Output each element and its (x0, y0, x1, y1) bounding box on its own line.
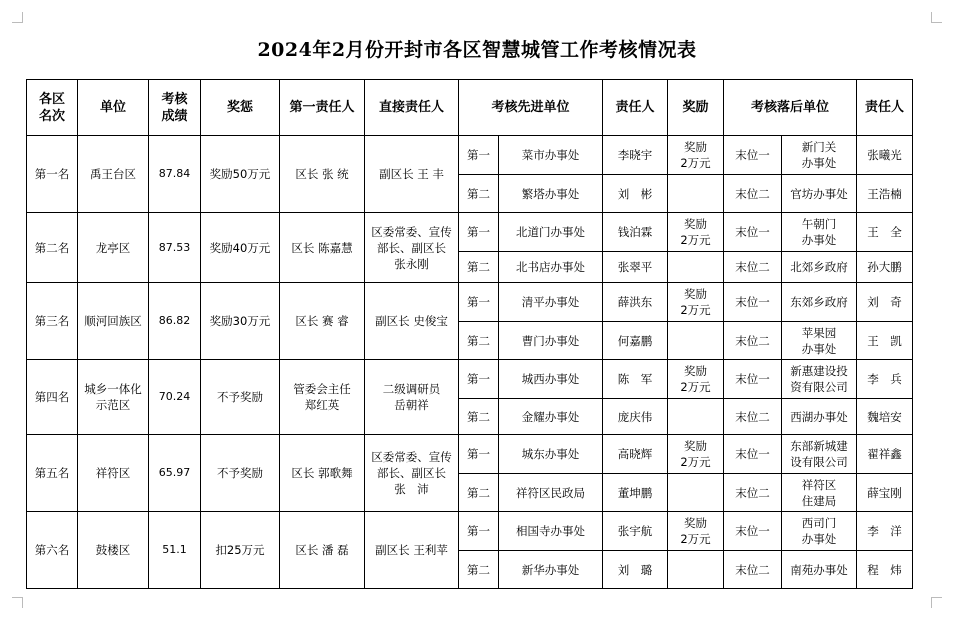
cell-lagging-person: 翟祥鑫 (857, 435, 913, 474)
cell-rank: 第二名 (27, 213, 78, 283)
cell-lagging-unit: 东部新城建 设有限公司 (782, 435, 857, 474)
cell-advanced-person: 张宇航 (603, 512, 668, 551)
cell-lagging-person: 李 兵 (857, 360, 913, 399)
cell-advanced-position: 第二 (459, 551, 499, 589)
page-corner-mark-top-left (12, 12, 23, 23)
cell-lagging-unit: 西湖办事处 (782, 399, 857, 435)
cell-advanced-reward: 奖励 2万元 (668, 360, 724, 399)
cell-lagging-unit: 午朝门 办事处 (782, 213, 857, 252)
cell-advanced-person: 何嘉鹏 (603, 322, 668, 360)
cell-reward: 扣25万元 (201, 512, 280, 589)
cell-advanced-person: 李晓宇 (603, 136, 668, 175)
cell-advanced-unit: 曹门办事处 (499, 322, 603, 360)
cell-advanced-position: 第二 (459, 399, 499, 435)
document-title: 2024年2月份开封市各区智慧城管工作考核情况表 (257, 39, 697, 61)
cell-lagging-position: 末位一 (724, 213, 782, 252)
cell-lagging-person: 孙大鹏 (857, 252, 913, 283)
cell-lagging-position: 末位一 (724, 435, 782, 474)
cell-advanced-reward (668, 551, 724, 589)
cell-direct-responsible: 区委常委、宣传部长、副区长 张 沛 (365, 435, 459, 512)
header-advanced-reward: 奖励 (668, 80, 724, 136)
table-row (27, 136, 913, 175)
cell-advanced-person: 钱泊霖 (603, 213, 668, 252)
cell-first-responsible: 管委会主任 郑红英 (280, 360, 365, 435)
header-row (27, 80, 913, 136)
header-first-responsible: 第一责任人 (280, 80, 365, 136)
cell-rank: 第五名 (27, 435, 78, 512)
cell-unit: 祥符区 (78, 435, 149, 512)
cell-advanced-position: 第一 (459, 136, 499, 175)
cell-lagging-person: 王 凯 (857, 322, 913, 360)
cell-lagging-person: 张曦光 (857, 136, 913, 175)
cell-direct-responsible: 区委常委、宣传部长、副区长 张永刚 (365, 213, 459, 283)
cell-advanced-reward: 奖励 2万元 (668, 435, 724, 474)
cell-advanced-reward: 奖励 2万元 (668, 283, 724, 322)
cell-lagging-unit: 新惠建设投 资有限公司 (782, 360, 857, 399)
cell-advanced-unit: 金耀办事处 (499, 399, 603, 435)
cell-score: 86.82 (149, 283, 201, 360)
cell-lagging-person: 程 炜 (857, 551, 913, 589)
cell-advanced-person: 高晓辉 (603, 435, 668, 474)
cell-lagging-unit: 南苑办事处 (782, 551, 857, 589)
cell-lagging-person: 李 洋 (857, 512, 913, 551)
cell-advanced-unit: 城西办事处 (499, 360, 603, 399)
cell-advanced-reward: 奖励 2万元 (668, 136, 724, 175)
cell-lagging-position: 末位二 (724, 399, 782, 435)
table-row (27, 283, 913, 322)
cell-advanced-person: 刘 彬 (603, 175, 668, 213)
cell-rank: 第六名 (27, 512, 78, 589)
cell-advanced-unit: 新华办事处 (499, 551, 603, 589)
cell-reward: 奖励50万元 (201, 136, 280, 213)
cell-advanced-reward (668, 252, 724, 283)
cell-advanced-position: 第二 (459, 474, 499, 512)
cell-lagging-person: 王 全 (857, 213, 913, 252)
cell-unit: 城乡一体化示范区 (78, 360, 149, 435)
cell-advanced-person: 庞庆伟 (603, 399, 668, 435)
cell-lagging-unit: 官坊办事处 (782, 175, 857, 213)
cell-advanced-unit: 城东办事处 (499, 435, 603, 474)
cell-advanced-reward (668, 175, 724, 213)
cell-advanced-unit: 菜市办事处 (499, 136, 603, 175)
cell-direct-responsible: 副区长 王利苹 (365, 512, 459, 589)
header-reward: 奖惩 (201, 80, 280, 136)
cell-score: 51.1 (149, 512, 201, 589)
cell-lagging-position: 末位二 (724, 322, 782, 360)
cell-advanced-person: 刘 璐 (603, 551, 668, 589)
cell-score: 87.53 (149, 213, 201, 283)
cell-advanced-reward (668, 399, 724, 435)
cell-lagging-position: 末位一 (724, 360, 782, 399)
cell-advanced-reward: 奖励 2万元 (668, 213, 724, 252)
cell-advanced-unit: 祥符区民政局 (499, 474, 603, 512)
table-row (27, 213, 913, 252)
cell-lagging-unit: 祥符区 住建局 (782, 474, 857, 512)
cell-unit: 鼓楼区 (78, 512, 149, 589)
cell-lagging-unit: 北郊乡政府 (782, 252, 857, 283)
cell-advanced-reward (668, 322, 724, 360)
table-row (27, 360, 913, 399)
header-unit: 单位 (78, 80, 149, 136)
cell-advanced-position: 第二 (459, 322, 499, 360)
cell-lagging-position: 末位一 (724, 283, 782, 322)
cell-lagging-unit: 东郊乡政府 (782, 283, 857, 322)
cell-lagging-position: 末位二 (724, 175, 782, 213)
cell-lagging-person: 王浩楠 (857, 175, 913, 213)
cell-advanced-reward: 奖励 2万元 (668, 512, 724, 551)
header-direct-responsible: 直接责任人 (365, 80, 459, 136)
table-row (27, 435, 913, 474)
cell-first-responsible: 区长 张 统 (280, 136, 365, 213)
cell-direct-responsible: 二级调研员 岳朝祥 (365, 360, 459, 435)
cell-lagging-unit: 西司门 办事处 (782, 512, 857, 551)
cell-lagging-person: 刘 奇 (857, 283, 913, 322)
cell-first-responsible: 区长 郭歌舞 (280, 435, 365, 512)
header-lagging-unit: 考核落后单位 (724, 80, 857, 136)
cell-lagging-unit: 苹果园 办事处 (782, 322, 857, 360)
cell-advanced-unit: 繁塔办事处 (499, 175, 603, 213)
cell-score: 70.24 (149, 360, 201, 435)
header-advanced-person: 责任人 (603, 80, 668, 136)
cell-rank: 第三名 (27, 283, 78, 360)
cell-advanced-position: 第二 (459, 175, 499, 213)
cell-lagging-position: 末位二 (724, 252, 782, 283)
cell-advanced-position: 第一 (459, 213, 499, 252)
table-row (27, 512, 913, 551)
cell-lagging-position: 末位一 (724, 512, 782, 551)
cell-advanced-person: 张翠平 (603, 252, 668, 283)
cell-score: 87.84 (149, 136, 201, 213)
page-corner-mark-bottom-left (12, 597, 23, 608)
cell-advanced-person: 薛洪东 (603, 283, 668, 322)
cell-advanced-unit: 相国寺办事处 (499, 512, 603, 551)
page-corner-mark-bottom-right (931, 597, 942, 608)
cell-direct-responsible: 副区长 史俊宝 (365, 283, 459, 360)
cell-reward: 不予奖励 (201, 435, 280, 512)
cell-advanced-person: 董坤鹏 (603, 474, 668, 512)
cell-reward: 不予奖励 (201, 360, 280, 435)
assessment-table (26, 79, 913, 589)
cell-lagging-person: 魏培安 (857, 399, 913, 435)
cell-lagging-position: 末位一 (724, 136, 782, 175)
cell-advanced-reward (668, 474, 724, 512)
cell-advanced-position: 第二 (459, 252, 499, 283)
cell-first-responsible: 区长 陈嘉慧 (280, 213, 365, 283)
page-corner-mark-top-right (931, 12, 942, 23)
cell-first-responsible: 区长 赛 睿 (280, 283, 365, 360)
cell-score: 65.97 (149, 435, 201, 512)
header-advanced-unit: 考核先进单位 (459, 80, 603, 136)
cell-lagging-position: 末位二 (724, 551, 782, 589)
cell-unit: 禹王台区 (78, 136, 149, 213)
cell-lagging-unit: 新门关 办事处 (782, 136, 857, 175)
cell-first-responsible: 区长 潘 磊 (280, 512, 365, 589)
cell-advanced-person: 陈 军 (603, 360, 668, 399)
cell-advanced-unit: 北道门办事处 (499, 213, 603, 252)
cell-direct-responsible: 副区长 王 丰 (365, 136, 459, 213)
cell-advanced-unit: 北书店办事处 (499, 252, 603, 283)
header-score: 考核 成绩 (149, 80, 201, 136)
header-rank: 各区 名次 (27, 80, 78, 136)
header-lagging-person: 责任人 (857, 80, 913, 136)
cell-unit: 顺河回族区 (78, 283, 149, 360)
cell-unit: 龙亭区 (78, 213, 149, 283)
cell-advanced-position: 第一 (459, 360, 499, 399)
cell-advanced-position: 第一 (459, 512, 499, 551)
cell-lagging-position: 末位二 (724, 474, 782, 512)
cell-advanced-position: 第一 (459, 283, 499, 322)
cell-advanced-position: 第一 (459, 435, 499, 474)
cell-rank: 第一名 (27, 136, 78, 213)
cell-rank: 第四名 (27, 360, 78, 435)
cell-reward: 奖励40万元 (201, 213, 280, 283)
cell-advanced-unit: 清平办事处 (499, 283, 603, 322)
cell-lagging-person: 薛宝刚 (857, 474, 913, 512)
cell-reward: 奖励30万元 (201, 283, 280, 360)
